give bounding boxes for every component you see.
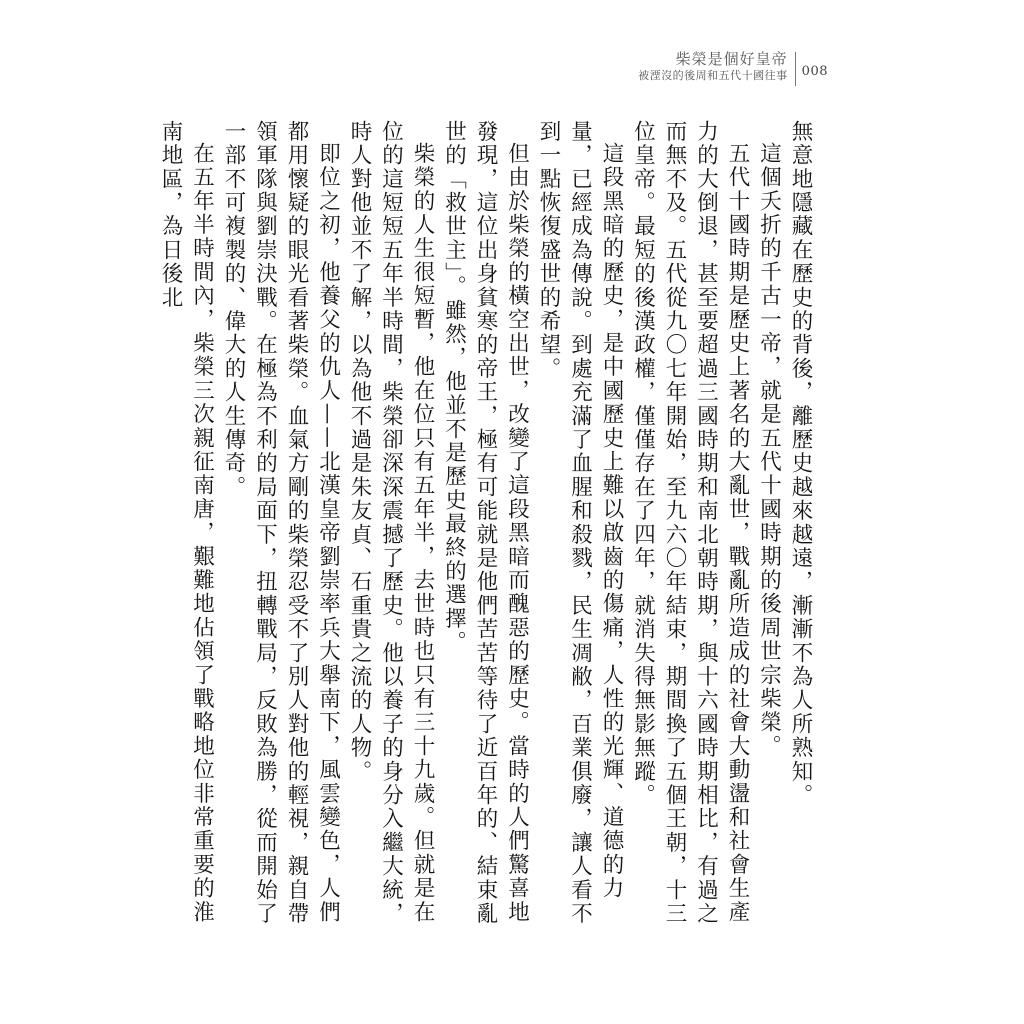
paragraph-5: 但由於柴榮的橫空出世，改變了這段黑暗而醜惡的歷史。當時的人們驚喜地發現，這位出身貧寒的帝王，極有可能就是他們苦苦等待了近百年的、結束亂世的「救世主」。雖然，他並不是歷史最終的選擇。 — [441, 120, 530, 926]
header-titles — [638, 50, 795, 83]
body-text — [155, 120, 817, 940]
book-title: 柴榮是個好皇帝 — [675, 50, 788, 68]
paragraph-2: 這個夭折的千古一帝，就是五代十國時期的後周世宗柴榮。 — [756, 141, 782, 758]
page-number: 008 — [801, 64, 828, 79]
paragraph-4: 這段黑暗的歷史，是中國歷史上難以啟齒的傷痛，人性的光輝、道德的力量，已經成為傳說。到處充滿了血腥和殺戮，民生凋敝，百業俱廢，讓人看不到一點恢復盛世的希望。 — [536, 120, 624, 926]
running-header — [638, 50, 828, 88]
paragraph-1: 無意地隱藏在歷史的背後，離歷史越來越遠，漸漸不為人所熟知。 — [788, 120, 813, 808]
paragraph-8: 在五年半時間內，柴榮三次親征南唐，艱難地佔領了戰略地位非常重要的淮南地區，為日後北 — [158, 120, 215, 924]
paragraph-7: 即位之初，他養父的仇人——北漢皇帝劉崇率兵大舉南下，風雲變色，人們都用懷疑的眼光看著柴榮。血氣方剛的柴榮忍受不了別人對他的輕視，親自帶領軍隊與劉崇決戰。在極為不利的局面下，扭轉戰局，反敗為勝，從而開始了一部不可複製的、偉大的人生傳奇。 — [221, 120, 341, 926]
paragraph-6: 柴榮的人生很短暫，他在位只有五年半，去世時也只有三十九歲。但就是在位的這短短五年半時間，柴榮卻深深震撼了歷史。他以養子的身分入繼大統，時人對他並不了解，以為他不過是朱友貞、石重貴之流的人物。 — [347, 120, 435, 926]
book-subtitle: 被湮沒的後周和五代十國往事 — [638, 69, 788, 82]
paragraph-3: 五代十國時期是歷史上著名的大亂世，戰亂所造成的社會大動盪和社會生產力的大倒退，甚至要超過三國時期和南北朝時期，與十六國時期相比，有過之而無不及。五代從九〇七年開始，至九六〇年結束，期間換了五個王朝，十三位皇帝。最短的後漢政權，僅僅存在了四年，就消失得無影無蹤。 — [630, 120, 750, 926]
